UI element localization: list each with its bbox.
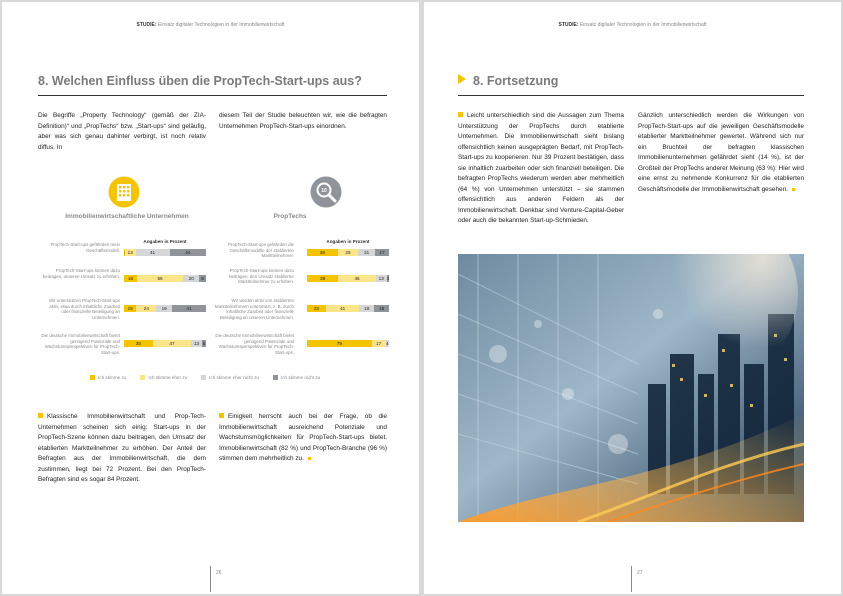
chart-bar-segment: 20 (183, 275, 199, 282)
heading-rule (458, 95, 804, 96)
chart-bar-segment: 13 (125, 249, 136, 256)
city-skyline-photo (458, 254, 804, 522)
footer-rule (631, 566, 632, 592)
chart-bar-segment: 41 (172, 305, 206, 312)
chart-bar-row (307, 340, 389, 347)
chart-bar-segment: 19 (156, 305, 172, 312)
chart-bar-segment: 56 (137, 275, 183, 282)
legend-label: Ich stimme nicht zu (280, 375, 321, 380)
legend-swatch (201, 375, 206, 380)
chart-bar-segment: 47 (153, 340, 192, 347)
chart-bar-row (124, 275, 206, 282)
chart-panel-title: Immobilienwirtschaftliche Unternehmen (65, 213, 189, 220)
header-prefix: STUDIE: (136, 22, 157, 28)
chart-bar-segment: 13 (376, 275, 387, 282)
chart-bar-row (124, 249, 206, 256)
chart-row-label: PropTech-Start-ups können dazu beitragen, unseren Umsatz zu erhöhen. (42, 268, 120, 279)
chart-bar-segment: 38 (307, 249, 338, 256)
body-text-col1-content: Leicht unterschiedlich sind die Aussagen zum Thema Unterstützung der PropTechs durch etablierte Unternehmen. Die Immobilienwirtschaft sieht bislang offensichtlich keinen ausgeprägten Bedarf, mit PropTech-Start-ups zu kooperieren. Nur 39 Prozent bestätigen, dass sie inhaltlich zuarbeiten oder sich finanziell beteiligen. Die befragten PropTechs wiederum werden aber mehrheitlich (64 %) von Unternehmen unterstützt – sie stammen offensichtlich aus anderen Feldern als der Immobilienwirtschaft. Denkbar sind Venture-Capital-Geber oder auch die bekannten Start-up-Schmieden. (458, 112, 624, 224)
header-prefix: STUDIE: (558, 22, 579, 28)
chart-bar-segment: 25 (338, 249, 358, 256)
bottom-text-right-content: Einigkeit herrscht auch bei der Frage, ob die Immobilienwirtschaft ausreichend Potenziale und Wachstumsmöglichkeiten für PropTech-Start-ups bietet. Immobilienwirtschaft (82 %) und PropTech-Branche (96 %) stimmen dem mehrheitlich zu. (219, 413, 387, 462)
chart-bar-segment: 23 (307, 305, 326, 312)
header-title: Einsatz digitaler Technologien in der Immobilienwirtschaft (579, 22, 707, 28)
magnifier-icon (310, 176, 342, 208)
running-header (424, 22, 841, 28)
running-header (2, 22, 419, 28)
page-number: 27 (637, 570, 643, 576)
chart-bar-segment: 41 (136, 249, 170, 256)
bottom-text-left-content: Klassische Immobilienwirtschaft und Prop-Tech-Unternehmen scheinen sich einig: Start-ups in der PropTech-Szene können dazu beitragen, den Umsatz der etablierten Marktteilnehmer zu erhöhen. Der Anteil der Befragten aus der Immobilienwirtschaft, die dem zustimmen, liegt bei 72 Prozent. Bei den PropTech-Befragten sind es sogar 84 Prozent. (38, 413, 206, 483)
left-page (2, 2, 419, 594)
legend-swatch (90, 375, 95, 380)
chart-unit-label: Angaben in Prozent (326, 239, 370, 244)
chart-bar-segment: 38 (307, 275, 338, 282)
chart-row-label: Wir werden aktiv von etablierten Marktteilnehmern unterstützt, z. B. durch inhaltliche Zuarbeit oder finanzielle Beteiligung an unseren Unternehmen. (214, 298, 294, 320)
chart-bar-row (307, 249, 389, 256)
chart-bar-segment: 41 (326, 305, 360, 312)
legend-item (273, 375, 320, 380)
page-heading-text: 8. Fortsetzung (473, 74, 559, 88)
chart-row-label: Die deutsche Immobilienwirtschaft bietet genügend Potenziale und Wachstumsperspektiven für PropTech-Start-ups. (41, 333, 120, 355)
chart-panel-title: PropTechs (273, 213, 307, 220)
svg-text:10: 10 (321, 188, 327, 194)
chart-bar-row (307, 275, 389, 282)
chart-bar-segment: 13 (191, 340, 202, 347)
chart-bar-segment: 79 (307, 340, 372, 347)
bullet-marker (38, 413, 43, 418)
chart-row-label: PropTech-Start-ups können dazu beitragen, den Umsatz etablierter Marktteilnehmer zu erhöhen. (229, 268, 294, 285)
chart-bar-segment: 8 (201, 276, 204, 281)
chart-bar-segment: 17 (372, 340, 386, 347)
end-marker (308, 457, 311, 460)
chart-bar-segment: 24 (136, 305, 156, 312)
page-number: 26 (216, 570, 222, 576)
bullet-marker (458, 112, 463, 117)
chart-bar-segment: 5 (202, 341, 206, 346)
chart-row-label: Wir unterstützen PropTech-Start-ups aktiv, etwa durch inhaltliche Zuarbeit oder finanzielle Beteiligung an Unternehmen. (48, 298, 120, 320)
body-text-col1 (458, 111, 624, 227)
chart-unit-label: Angaben in Prozent (143, 239, 187, 244)
building-icon (108, 176, 140, 208)
chart-bar-segment: 35 (124, 340, 153, 347)
legend-item (140, 375, 187, 380)
chart-legend (90, 375, 320, 380)
footer-rule (210, 566, 211, 592)
legend-label: Ich stimme zu (98, 375, 127, 380)
body-text-col2 (638, 111, 804, 195)
intro-text-left: Die Begriffe „Property Technology“ (gemäß der ZIA-Definition)“ und „PropTechs“ bzw. „Start-ups“ sind geläufig, aber was sich genau dahinter verbirgt, ist noch relativ diffus. In (38, 112, 206, 151)
chart-bar-segment: 3 (386, 276, 389, 281)
bottom-text-left (38, 412, 206, 486)
chart-bar-segment: 21 (358, 249, 375, 256)
bottom-text-right (219, 412, 387, 465)
chart-bar-segment: 16 (124, 275, 137, 282)
chart-bar-segment: 18 (359, 305, 374, 312)
legend-swatch (140, 375, 145, 380)
chart-bar-segment: 46 (338, 275, 376, 282)
end-marker (792, 188, 795, 191)
legend-label: Ich stimme eher zu (148, 375, 188, 380)
legend-item (90, 375, 126, 380)
page-heading (458, 74, 558, 88)
chart-row-label: Die deutsche Immobilienwirtschaft bietet genügend Potenziale und Wachstumsperspektiven für PropTech-Start-ups. (215, 333, 294, 355)
chart-bar-segment: 18 (374, 305, 389, 312)
heading-rule (38, 95, 387, 96)
page-heading: 8. Welchen Einfluss üben die PropTech-Start-ups aus? (38, 74, 362, 88)
arrow-right-icon (458, 74, 466, 84)
bullet-marker (219, 413, 224, 418)
chart-row-label: PropTech-Start-ups gefährden die Geschäftsmodelle der etablierten Marktteilnehmer. (228, 242, 294, 259)
header-title: Einsatz digitaler Technologien in der Immobilienwirtschaft (157, 22, 285, 28)
chart-bar-segment: 15 (124, 305, 136, 312)
legend-swatch (273, 375, 278, 380)
chart-bar-row (307, 305, 389, 312)
chart-bar-row (124, 305, 206, 312)
chart-bar-row (124, 340, 206, 347)
legend-item (201, 375, 259, 380)
chart-bar-segment: 44 (170, 249, 206, 256)
intro-text-right: diesem Teil der Studie beleuchten wir, wie die befragten Unternehmen PropTech-Start-ups einordnen. (219, 112, 387, 130)
chart-bar-segment: 4 (386, 341, 389, 346)
chart-bar-segment: 17 (375, 249, 389, 256)
body-text-col2-content: Gänzlich unterschiedlich werden die Wirkungen von PropTech-Start-ups auf die jeweiligen Geschäftsmodelle etablierter Marktteilnehmer gewertet. Während sich nur ein Bruchteil der befragten klassischen Immobilienunternehmen gefährdet sieht (14 %), ist der Großteil der PropTechs anderer Meinung (63 %): Hier wird eine ernst zu nehmende Konkurrenz für die etablierten Geschäftsmodelle der Immobilienwirtschaft gesehen. (638, 112, 804, 193)
chart-row-label: PropTech-Start-ups gefährden mein Geschäftsmodell. (50, 242, 120, 253)
legend-label: Ich stimme eher nicht zu (209, 375, 259, 380)
